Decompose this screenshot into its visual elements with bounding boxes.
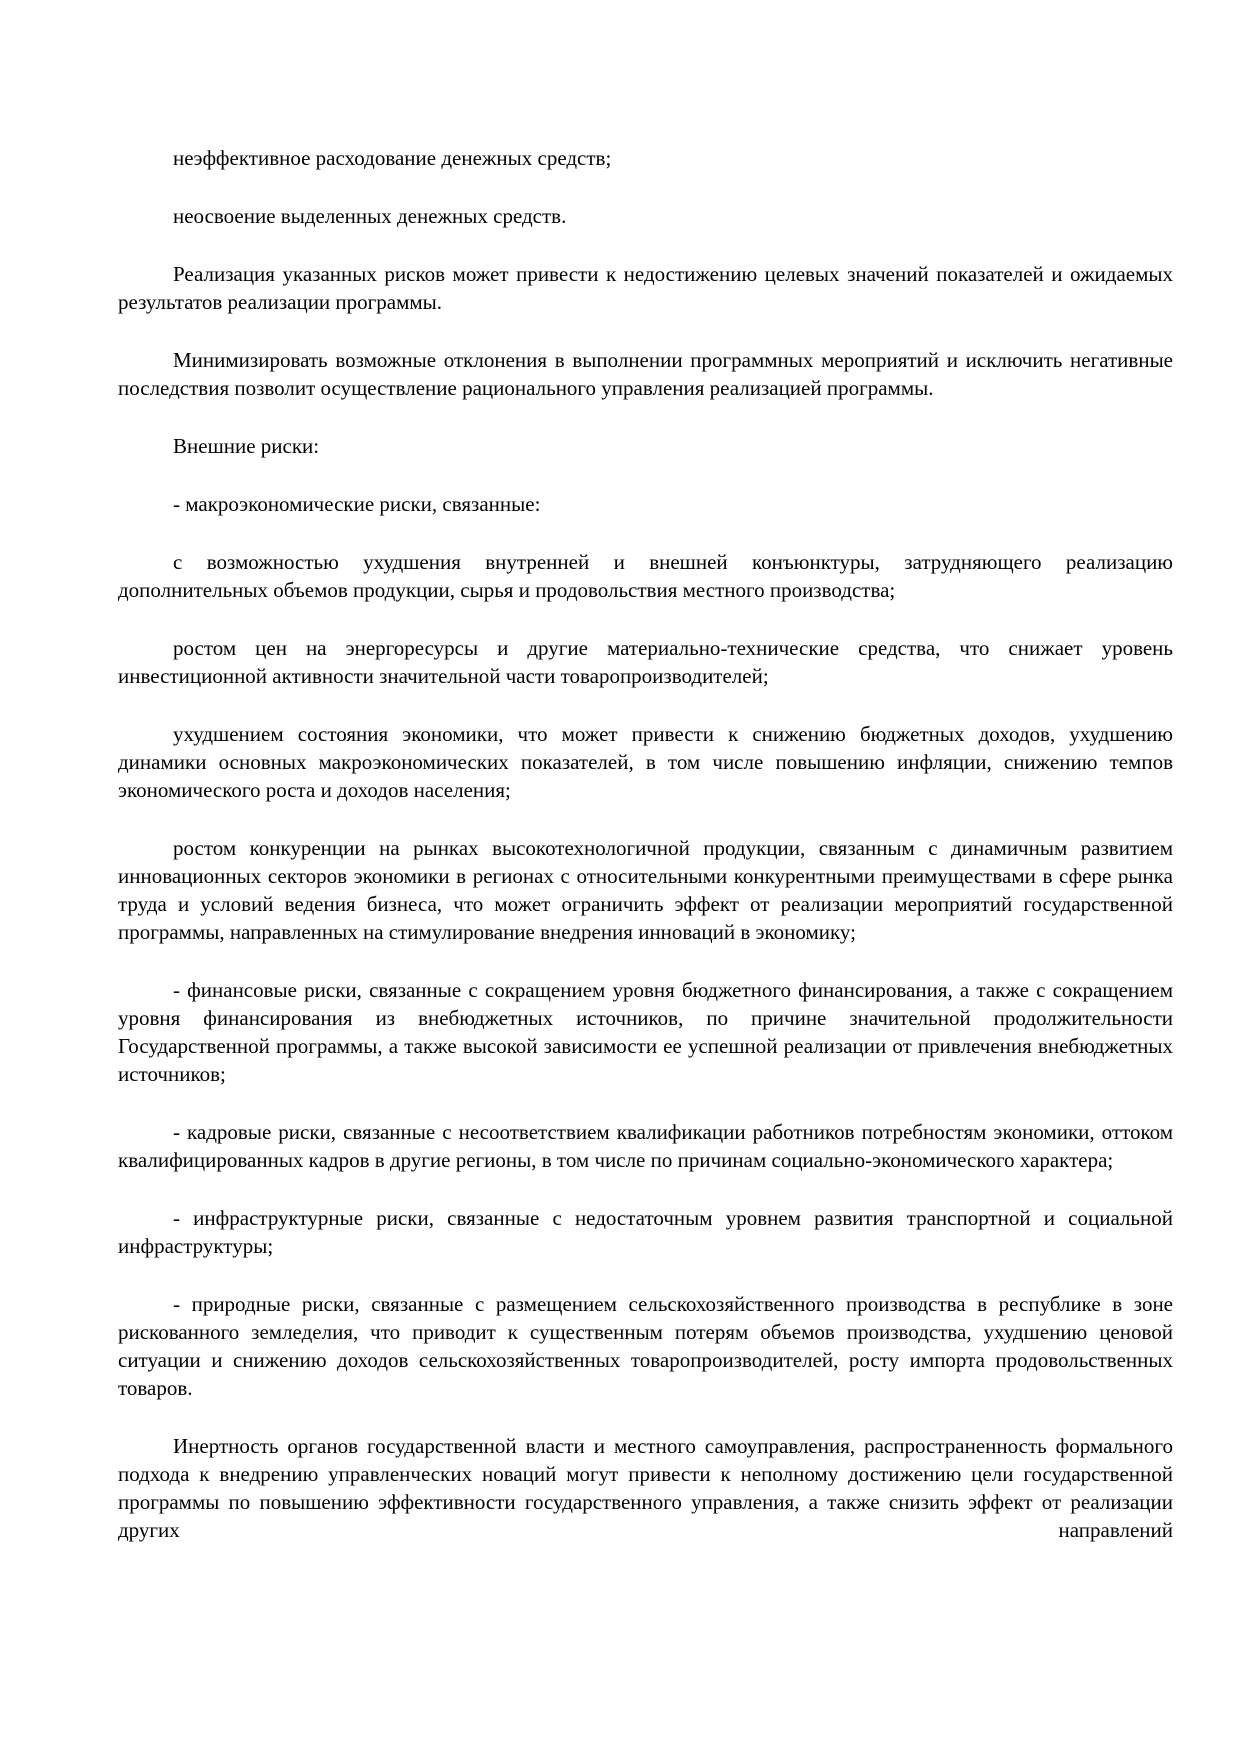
paragraph: Минимизировать возможные отклонения в выполнении программных мероприятий и исключить негативные последствия позволит осуществление рационального управления реализацией программы. bbox=[118, 348, 1173, 400]
paragraph: ухудшением состояния экономики, что может привести к снижению бюджетных доходов, ухудшению динамики основных макроэкономических показателей, в том числе повышению инфляции, снижению темпов экономического роста и доходов населения; bbox=[118, 722, 1173, 802]
paragraph: с возможностью ухудшения внутренней и внешней конъюнктуры, затрудняющего реализацию дополнительных объемов продукции, сырья и продовольствия местного производства; bbox=[118, 550, 1173, 602]
paragraph: ростом цен на энергоресурсы и другие материально-технические средства, что снижает уровень инвестиционной активности значительной части товаропроизводителей; bbox=[118, 636, 1173, 688]
paragraph: ростом конкуренции на рынках высокотехнологичной продукции, связанным с динамичным развитием инновационных секторов экономики в регионах с относительными конкурентными преимуществами в сфере рынка труда и условий ведения бизнеса, что может ограничить эффект от реализации мероприятий государственной программы, направленных на стимулирование внедрения инноваций в экономику; bbox=[118, 836, 1173, 944]
paragraph-continued: Инертность органов государственной власти и местного самоуправления, распространенность формального подхода к внедрению управленческих новаций могут привести к неполному достижению цели государственной программы по повышению эффективности государственного управления, а также снизить эффект от реализации других направлений bbox=[118, 1434, 1173, 1542]
paragraph: Внешние риски: bbox=[173, 434, 320, 458]
paragraph: - кадровые риски, связанные с несоответствием квалификации работников потребностям экономики, оттоком квалифицированных кадров в другие регионы, в том числе по причинам социально-экономического характера; bbox=[118, 1120, 1173, 1172]
paragraph: - макроэкономические риски, связанные: bbox=[173, 492, 541, 516]
paragraph: неосвоение выделенных денежных средств. bbox=[173, 204, 567, 228]
document-page bbox=[118, 144, 1173, 1574]
paragraph: - финансовые риски, связанные с сокращением уровня бюджетного финансирования, а также с сокращением уровня финансирования из внебюджетных источников, по причине значительной продолжительности Государственной программы, а также высокой зависимости ее успешной реализации от привлечения внебюджетных источников; bbox=[118, 978, 1173, 1086]
paragraph: - инфраструктурные риски, связанные с недостаточным уровнем развития транспортной и социальной инфраструктуры; bbox=[118, 1206, 1173, 1258]
paragraph: Реализация указанных рисков может привести к недостижению целевых значений показателей и ожидаемых результатов реализации программы. bbox=[118, 262, 1173, 314]
paragraph: неэффективное расходование денежных средств; bbox=[173, 146, 612, 170]
paragraph: - природные риски, связанные с размещением сельскохозяйственного производства в республике в зоне рискованного земледелия, что приводит к существенным потерям объемов производства, ухудшению ценовой ситуации и снижению доходов сельскохозяйственных товаропроизводителей, росту импорта продовольственных товаров. bbox=[118, 1292, 1173, 1400]
